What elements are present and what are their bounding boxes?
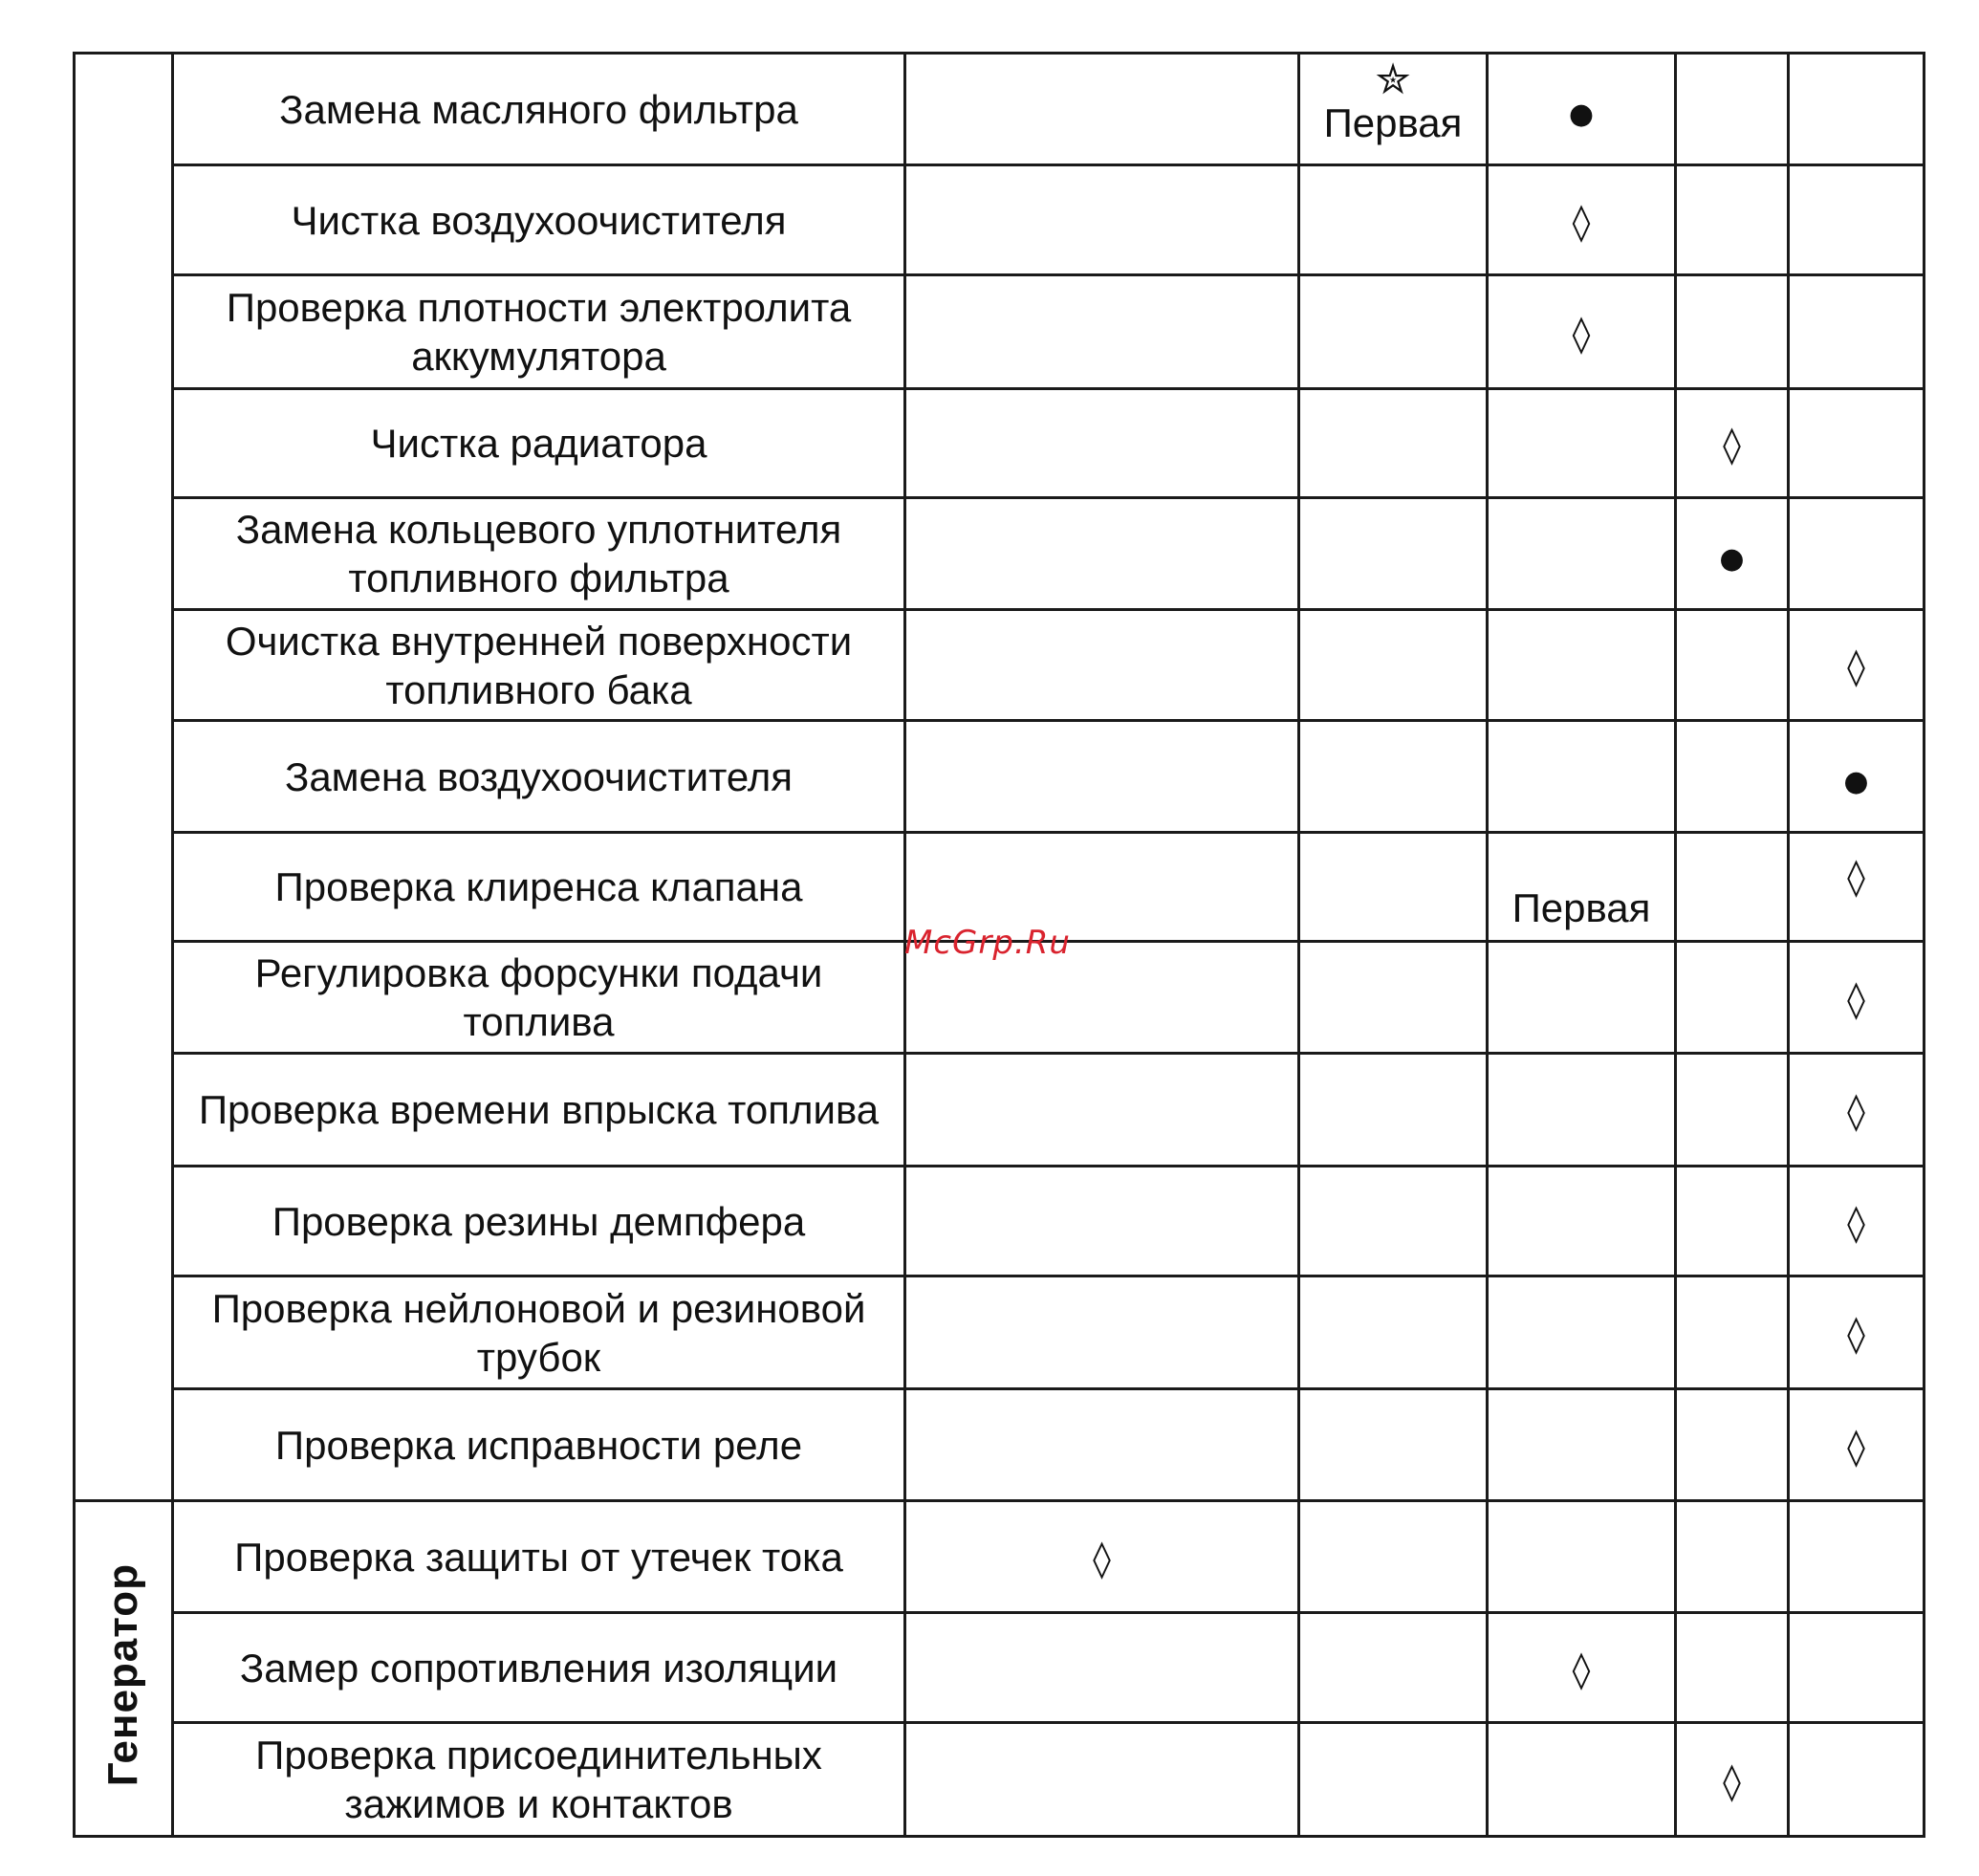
task-label: Проверка защиты от утечек тока (234, 1534, 843, 1580)
interval-cell (1676, 165, 1789, 275)
interval-cell (1488, 1723, 1676, 1837)
interval-cell (905, 1167, 1299, 1276)
interval-cell (1299, 1054, 1488, 1167)
interval-cell (1299, 1723, 1488, 1837)
interval-cell (1789, 833, 1925, 942)
interval-cell (1488, 389, 1676, 498)
interval-cell (1488, 942, 1676, 1054)
interval-cell (1299, 498, 1488, 610)
interval-cell (905, 721, 1299, 833)
task-cell (173, 1613, 905, 1723)
task-label: Проверка плотности электролита аккумулятора (226, 285, 852, 379)
interval-cell (1789, 1389, 1925, 1501)
diamond-icon: ◊ (1847, 1201, 1865, 1244)
diamond-icon: ◊ (1847, 977, 1865, 1020)
diamond-icon: ◊ (1847, 1425, 1865, 1468)
interval-cell (1676, 275, 1789, 389)
interval-cell (905, 1723, 1299, 1837)
task-label: Замена воздухоочистителя (284, 753, 794, 799)
task-cell (173, 1389, 905, 1501)
interval-cell (1299, 1276, 1488, 1389)
task-label: Замер сопротивления изоляции (239, 1645, 838, 1691)
interval-cell (1789, 1723, 1925, 1837)
section-cell-generator (75, 1501, 173, 1837)
interval-cell (1488, 1501, 1676, 1613)
section-cell-engine (75, 54, 173, 1501)
table-row (75, 498, 1925, 610)
diamond-icon: ◊ (1847, 1313, 1865, 1355)
interval-cell (1676, 498, 1789, 610)
interval-cell (1789, 498, 1925, 610)
interval-cell (1299, 942, 1488, 1054)
diamond-icon: ◊ (1847, 1090, 1865, 1132)
task-cell (173, 1276, 905, 1389)
interval-cell (1488, 1276, 1676, 1389)
interval-cell (905, 610, 1299, 721)
interval-cell (1299, 1389, 1488, 1501)
table-row (75, 1054, 1925, 1167)
interval-cell (1676, 1389, 1789, 1501)
interval-cell (1488, 1613, 1676, 1723)
interval-cell (1789, 1501, 1925, 1613)
task-label: Проверка времени впрыска топлива (198, 1087, 880, 1132)
diamond-icon: ◊ (1093, 1537, 1111, 1580)
task-label: Проверка клиренса клапана (274, 864, 803, 909)
interval-cell (1676, 389, 1789, 498)
interval-cell (1299, 1613, 1488, 1723)
interval-cell (1676, 1613, 1789, 1723)
interval-cell (1299, 833, 1488, 942)
interval-cell (905, 275, 1299, 389)
table-row (75, 1389, 1925, 1501)
task-cell (173, 389, 905, 498)
interval-cell (1789, 1276, 1925, 1389)
interval-cell (1676, 833, 1789, 942)
table-row (75, 275, 1925, 389)
task-cell (173, 275, 905, 389)
interval-cell (905, 54, 1299, 165)
first-time-label: Первая (1323, 100, 1463, 145)
table-row (75, 1501, 1925, 1613)
task-label: Чистка радиатора (370, 421, 707, 466)
interval-cell (1488, 54, 1676, 165)
task-label: Проверка нейлоновой и резиновой трубок (211, 1285, 866, 1380)
interval-cell (1789, 165, 1925, 275)
interval-cell (1488, 1389, 1676, 1501)
task-cell (173, 1501, 905, 1613)
interval-cell (1299, 389, 1488, 498)
task-label: Проверка исправности реле (274, 1422, 803, 1468)
interval-cell (1789, 721, 1925, 833)
task-label: Регулировка форсунки подачи топлива (254, 950, 823, 1044)
table-row (75, 1613, 1925, 1723)
interval-cell (1299, 721, 1488, 833)
interval-cell (1299, 1501, 1488, 1613)
table-row (75, 389, 1925, 498)
interval-cell (1299, 275, 1488, 389)
table-row (75, 610, 1925, 721)
interval-cell (905, 165, 1299, 275)
task-cell (173, 165, 905, 275)
star-icon: ✮ (1375, 55, 1411, 104)
interval-cell (1676, 1501, 1789, 1613)
interval-cell (905, 1389, 1299, 1501)
interval-cell (1488, 1054, 1676, 1167)
task-label: Проверка резины демпфера (272, 1198, 806, 1244)
interval-cell (1676, 1167, 1789, 1276)
task-cell (173, 1167, 905, 1276)
diamond-icon: ◊ (1847, 645, 1865, 687)
dot-icon: ● (1568, 97, 1595, 131)
task-label: Замена масляного фильтра (279, 86, 798, 132)
table-row (75, 721, 1925, 833)
interval-cell (1789, 610, 1925, 721)
dot-icon: ● (1719, 541, 1745, 576)
interval-cell (1789, 942, 1925, 1054)
table-row (75, 1723, 1925, 1837)
interval-cell (1676, 1723, 1789, 1837)
table-row (75, 1276, 1925, 1389)
interval-cell (1789, 1054, 1925, 1167)
interval-cell (905, 1613, 1299, 1723)
interval-cell (1789, 1613, 1925, 1723)
interval-cell (1488, 833, 1676, 942)
interval-cell (1488, 610, 1676, 721)
interval-cell (1676, 54, 1789, 165)
watermark-text: McGrp.Ru (904, 924, 1071, 962)
interval-cell (1676, 610, 1789, 721)
interval-cell (1789, 275, 1925, 389)
table-row (75, 165, 1925, 275)
diamond-icon: ◊ (1572, 312, 1591, 355)
interval-cell (1299, 54, 1488, 165)
task-label: Чистка воздухоочистителя (291, 197, 787, 243)
interval-cell (905, 1054, 1299, 1167)
interval-cell (1488, 275, 1676, 389)
dot-icon: ● (1843, 764, 1869, 798)
interval-cell (1299, 1167, 1488, 1276)
interval-cell (1789, 389, 1925, 498)
interval-cell (1676, 721, 1789, 833)
table-row (75, 54, 1925, 165)
interval-cell (905, 498, 1299, 610)
diamond-icon: ◊ (1723, 424, 1741, 466)
task-cell (173, 498, 905, 610)
task-cell (173, 610, 905, 721)
task-label: Очистка внутренней поверхности топливного бака (225, 618, 853, 712)
section-label: Генератор (99, 1562, 146, 1786)
interval-cell (1488, 721, 1676, 833)
interval-cell (1299, 610, 1488, 721)
interval-cell (1789, 1167, 1925, 1276)
interval-cell (1488, 1167, 1676, 1276)
interval-cell (1676, 1054, 1789, 1167)
task-cell (173, 1054, 905, 1167)
diamond-icon: ◊ (1572, 200, 1591, 243)
interval-cell (905, 1276, 1299, 1389)
task-label: Проверка присоединительных зажимов и контактов (255, 1733, 822, 1826)
task-cell (173, 1723, 905, 1837)
task-cell (173, 54, 905, 165)
first-time-label: Первая (1511, 885, 1651, 930)
diamond-icon: ◊ (1723, 1759, 1741, 1802)
interval-cell (905, 389, 1299, 498)
diamond-icon: ◊ (1847, 855, 1865, 898)
interval-cell (1789, 54, 1925, 165)
interval-cell (1488, 498, 1676, 610)
diamond-icon: ◊ (1572, 1647, 1591, 1691)
task-label: Замена кольцевого уплотнителя топливного фильтра (235, 507, 842, 600)
interval-cell (1299, 165, 1488, 275)
interval-cell (905, 1501, 1299, 1613)
interval-cell (1676, 1276, 1789, 1389)
task-cell (173, 942, 905, 1054)
task-cell (173, 833, 905, 942)
task-cell (173, 721, 905, 833)
interval-cell (1488, 165, 1676, 275)
interval-cell (1676, 942, 1789, 1054)
table-row (75, 1167, 1925, 1276)
